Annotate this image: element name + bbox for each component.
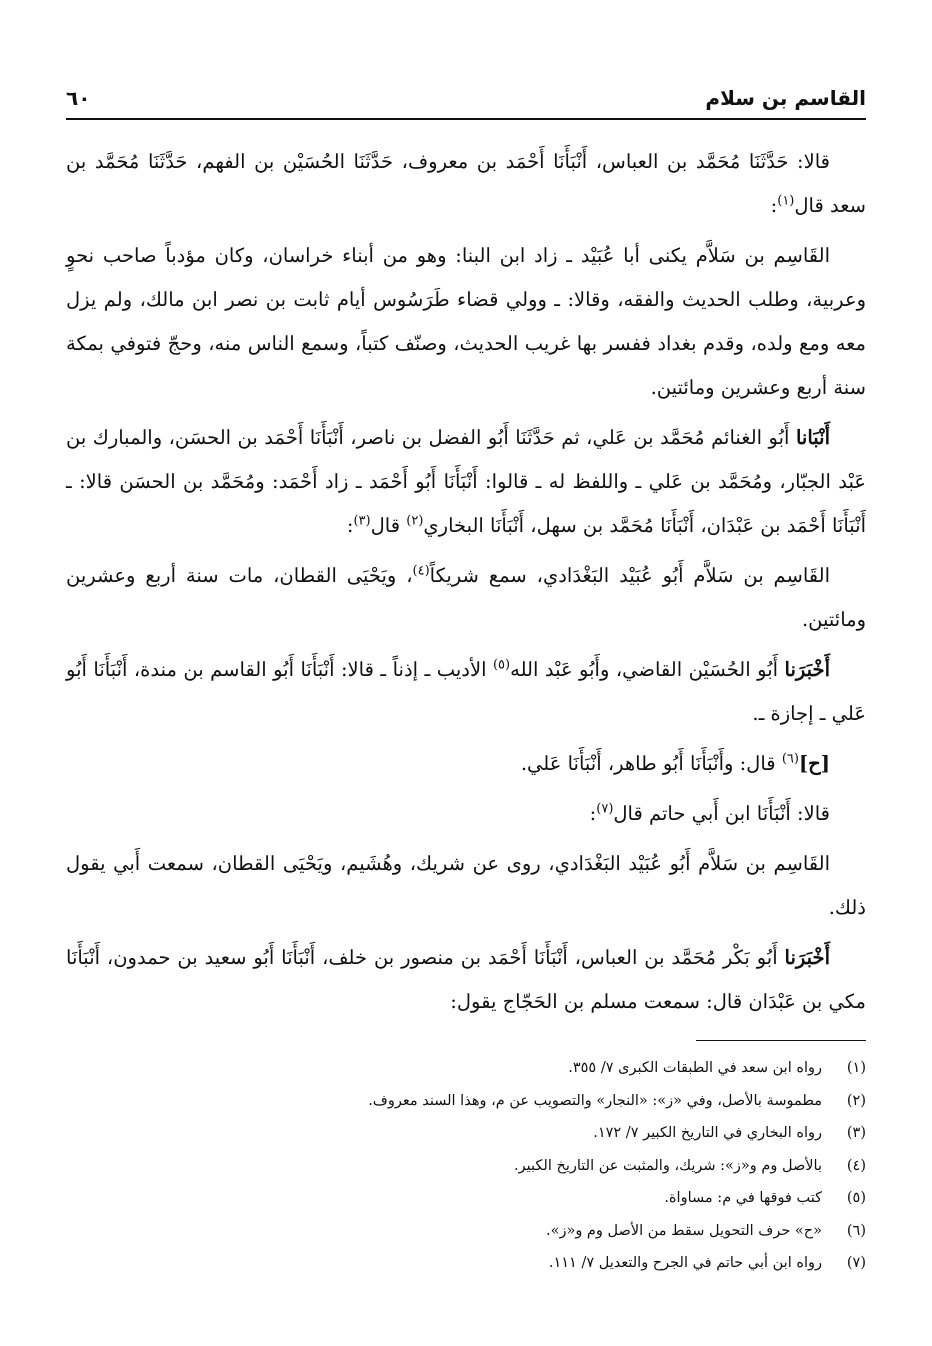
footnote-number: (٣) [846,1125,866,1141]
paragraph-text: القَاسِم بن سَلاَّم أَبُو عُبَيْد البَغْدَادي، سمع شريكاً [429,564,830,587]
paragraph-text: أَبُو بَكْر مُحَمَّد بن العباس، أَنْبَأَنَا أَحْمَد بن منصور بن خلف، أَنْبَأَنَا أَبُو سعيد بن حمدون، أَنْبَأَنَا مكي بن عَبْدَان قال: سمعت مسلم بن الحَجّاج يقول: [66,946,866,1013]
footnote-item [66,1182,866,1215]
paragraph-7 [66,792,866,836]
footnote-text: «ح» حرف التحويل سقط من الأصل وم و«ز». [545,1222,822,1239]
main-text [66,140,866,1030]
footnote-text: رواه ابن سعد في الطبقات الكبرى ٧/ ٣٥٥. [568,1060,822,1076]
paragraph-tail: : [346,514,354,537]
footnote-item [66,1085,866,1118]
footnote-text: رواه البخاري في التاريخ الكبير ٧/ ١٧٢. [593,1125,822,1141]
footnote-item [66,1052,866,1085]
page-header [66,70,866,110]
paragraph-9 [66,936,866,1024]
paragraph-lead: أَخْبَرَنا [784,946,830,969]
footnote-item [66,1247,866,1280]
paragraph-lead: [ح] [798,752,830,775]
footnote-ref: (٢) [406,513,424,529]
footnote-ref: (١) [777,193,795,209]
paragraph-text: القَاسِم بن سَلاَّم أَبُو عُبَيْد البَغْدَادي، روى عن شريك، وهُشَيم، ويَحْيَى القطان، سمعت أَبي يقول ذلك. [66,852,866,919]
running-title: القاسم بن سلام [705,86,866,110]
paragraph-text-2: الأديب ـ إذناً ـ قالا: أَنْبَأَنَا أَبُو القاسم بن مندة، أَنْبَأَنَا أَبُو عَلي ـ إجازة ـ. [66,658,866,725]
footnote-ref: (٣) [353,513,371,529]
footnote-number: (١) [846,1060,866,1076]
footnote-item [66,1215,866,1248]
paragraph-text: أَبُو الغنائم مُحَمَّد بن عَلي، ثم حَدَّثَنَا أَبُو الفضل بن ناصر، أَنْبَأَنَا أَحْمَد بن الحسَن، والمبارك بن عَبْد الجبّار، ومُحَمَّد بن عَلي ـ واللفظ له ـ قالوا: أَنْبَأَنَا أَبُو أَحْمَد ـ زاد أَحْمَد: ومُحَمَّد بن الحسَن قالا: ـ أَنْبَأَنَا أَحْمَد بن عَبْدَان، أَنْبَأَنَا مُحَمَّد بن سهل، أَنْبَأَنَا البخاري [66,426,866,537]
paragraph-3 [66,416,866,548]
paragraph-tail: : [589,802,597,825]
page-number: ٦٠ [66,86,91,110]
paragraph-text: قالا: حَدَّثَنَا مُحَمَّد بن العباس، أَنْبَأَنَا أَحْمَد بن معروف، حَدَّثَنَا الحُسَيْن بن الفهم، حَدَّثَنَا مُحَمَّد بن سعد قال [66,150,866,217]
footnote-divider [696,1040,866,1041]
paragraph-6 [66,742,866,786]
footnote-number: (٤) [846,1157,866,1174]
paragraph-5 [66,648,866,736]
paragraph-8 [66,842,866,930]
footnotes [66,1052,866,1280]
footnote-item [66,1150,866,1183]
paragraph-text-2: ، ويَحْيَى القطان، مات سنة أربع وعشرين ومائتين. [66,564,866,631]
paragraph-text: أَبُو الحُسَيْن القاضي، وأَبُو عَبْد الله [510,658,779,681]
footnote-item [66,1117,866,1150]
header-divider [66,118,866,120]
paragraph-2 [66,234,866,410]
paragraph-text: قالا: أَنْبَأَنَا ابن أَبي حاتم قال [613,802,830,825]
footnote-ref: (٤) [412,563,430,579]
paragraph-4 [66,554,866,642]
paragraph-1 [66,140,866,228]
paragraph-text-2: قال: وأَنْبَأَنَا أَبُو طاهر، أَنْبَأَنَا عَلي. [520,752,776,775]
paragraph-tail: : [770,194,778,217]
footnote-number: (٥) [846,1190,866,1206]
footnote-ref: (٥) [492,657,511,673]
footnote-text: مطموسة بالأصل، وفي «ز»: «النجار» والتصويب عن م، وهذا السند معروف. [368,1092,822,1109]
footnote-number: (٢) [846,1092,866,1109]
paragraph-lead: أَنْبَانا [795,426,830,449]
footnote-number: (٧) [846,1255,866,1271]
paragraph-text: القَاسِم بن سَلاَّم يكنى أبا عُبَيْد ـ زاد ابن البنا: وهو من أبناء خراسان، وكان مؤدباً صاحب نحوٍ وعربية، وطلب الحديث والفقه، وقالا: ـ وولي قضاء طَرَسُوس أيام ثابت بن نصر ابن مالك، ولم يزل معه ومع ولده، وقدم بغداد ففسر بها غريب الحديث، وصنّف كتباً، وسمع الناس منه، وحجّ فتوفي بمكة سنة أربع وعشرين ومائتين. [66,244,866,399]
footnote-text: بالأصل وم و«ز»: شريك، والمثبت عن التاريخ الكبير. [514,1157,822,1174]
footnote-ref: (٦) [781,751,799,767]
paragraph-lead: أَخْبَرَنا [784,658,830,681]
footnote-ref: (٧) [596,801,614,817]
footnote-text: رواه ابن أبي حاتم في الجرح والتعديل ٧/ ١١١. [548,1255,822,1271]
paragraph-text-2: قال [370,514,401,537]
footnote-text: كتب فوقها في م: مساواة. [664,1190,822,1206]
footnote-number: (٦) [846,1222,866,1239]
